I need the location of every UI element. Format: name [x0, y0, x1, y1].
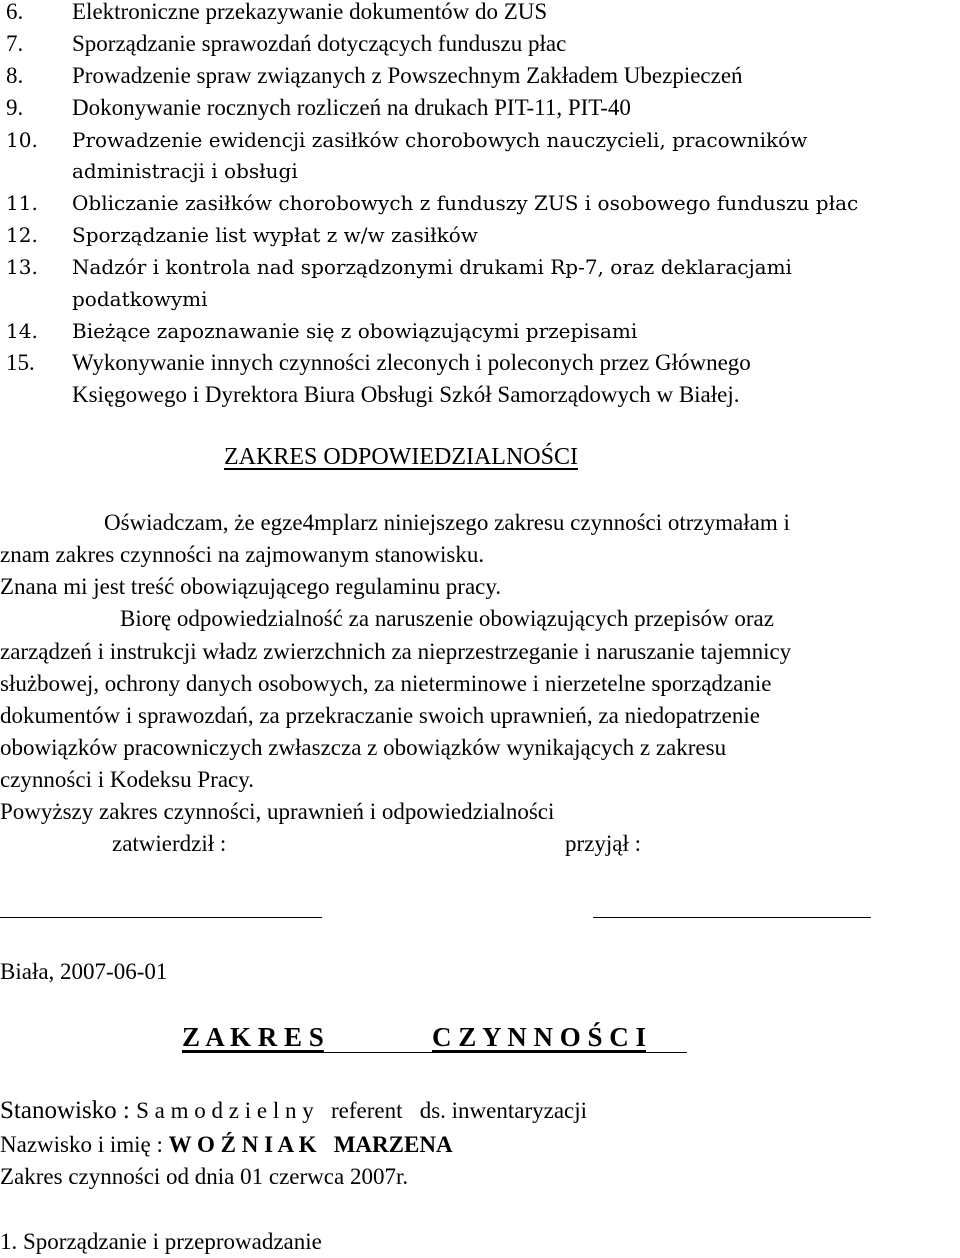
list-item-9	[6, 94, 631, 122]
approval-statement: Powyższy zakres czynności, uprawnień i odpowiedzialności	[0, 799, 555, 824]
list-text: Obliczanie zasiłków chorobowych z funduszy ZUS i osobowego funduszu płac	[72, 191, 859, 215]
liability-line-4: dokumentów i sprawozdań, za przekraczanie swoich uprawnień, za niedopatrzenie	[0, 703, 760, 728]
list-number: 9.	[6, 95, 24, 120]
list-item-15-continued: Księgowego i Dyrektora Biura Obsługi Szkół Samorządowych w Białej.	[72, 382, 740, 407]
liability-line-6: czynności i Kodeksu Pracy.	[0, 767, 254, 792]
list-text: Prowadzenie spraw związanych z Powszechnym Zakładem Ubezpieczeń	[72, 63, 743, 88]
duties-heading-underline-gap	[182, 1052, 687, 1053]
duties-heading-right: C Z Y N N O Ś C I	[432, 1022, 647, 1052]
list-item-10	[6, 126, 807, 154]
start-date: Zakres czynności od dnia 01 czerwca 2007r.	[0, 1164, 409, 1189]
liability-line-2: zarządzeń i instrukcji władz zwierzchnich za nieprzestrzeganie i naruszanie tajemnicy	[0, 639, 792, 664]
liability-line-5: obowiązków pracowniczych zwłaszcza z obowiązków wynikających z zakresu	[0, 735, 727, 760]
list-item-8	[6, 62, 743, 90]
name-label: Nazwisko i imię :	[0, 1132, 163, 1157]
responsibility-heading: ZAKRES ODPOWIEDZIALNOŚCI	[224, 444, 578, 470]
list-item-13-continued: podatkowymi	[72, 287, 208, 311]
list-number: 12.	[6, 223, 38, 247]
list-number: 8.	[6, 63, 24, 88]
accepted-by-label: przyjął :	[565, 831, 641, 856]
place-date: Biała, 2007-06-01	[0, 959, 168, 984]
list-number: 10.	[6, 128, 38, 152]
list-text: Elektroniczne przekazywanie dokumentów do ZUS	[72, 0, 548, 24]
list-number: 7.	[6, 31, 24, 56]
list-item-11	[6, 189, 858, 217]
signature-line-accepted	[593, 917, 871, 918]
position-value: S a m o d z i e l n y referent ds. inwentaryzacji	[136, 1098, 588, 1123]
list-number: 6.	[6, 0, 24, 24]
list-number: 15.	[6, 350, 35, 375]
approved-by-signature-line-shown	[0, 917, 322, 918]
list-number: 11.	[6, 191, 38, 215]
list-text: Wykonywanie innych czynności zleconych i poleconych przez Głównego	[72, 350, 751, 375]
approved-by-label: zatwierdził :	[112, 831, 227, 856]
list-item-10-continued: administracji i obsługi	[72, 159, 298, 183]
name-value: W O Ź N I A K MARZENA	[168, 1132, 453, 1157]
duties-heading-left: Z A K R E S	[182, 1022, 324, 1052]
list-number: 14.	[6, 319, 38, 343]
list-item-6	[6, 0, 547, 26]
list-number: 13.	[6, 255, 38, 279]
list-item-7	[6, 30, 566, 58]
list-item-12	[6, 221, 478, 249]
list-text: Sporządzanie list wypłat z w/w zasiłków	[72, 223, 478, 247]
list-text: Nadzór i kontrola nad sporządzonymi drukami Rp-7, oraz deklaracjami	[72, 255, 792, 279]
name-row	[0, 1131, 453, 1159]
liability-line-3: służbowej, ochrony danych osobowych, za nieterminowe i nierzetelne sporządzanie	[0, 671, 772, 696]
position-label: Stanowisko :	[0, 1097, 130, 1124]
declaration-line-1: Oświadczam, że egze4mplarz niniejszego zakresu czynności otrzymałam i	[104, 510, 790, 535]
list-text: Bieżące zapoznawanie się z obowiązującymi przepisami	[72, 319, 638, 343]
list-item-13	[6, 253, 792, 281]
first-duty-item: 1. Sporządzanie i przeprowadzanie	[0, 1229, 322, 1254]
list-text: Prowadzenie ewidencji zasiłków chorobowych nauczycieli, pracowników	[72, 128, 808, 152]
liability-line-1: Biorę odpowiedzialność za naruszenie obowiązujących przepisów oraz	[120, 606, 774, 631]
list-text: Sporządzanie sprawozdań dotyczących funduszu płac	[72, 31, 567, 56]
position-row	[0, 1096, 587, 1126]
declaration-line-3: Znana mi jest treść obowiązującego regulaminu pracy.	[0, 574, 502, 599]
declaration-line-2: znam zakres czynności na zajmowanym stanowisku.	[0, 542, 485, 567]
list-item-14	[6, 317, 637, 345]
list-text: Dokonywanie rocznych rozliczeń na drukach PIT-11, PIT-40	[72, 95, 631, 120]
list-item-15	[6, 349, 751, 377]
